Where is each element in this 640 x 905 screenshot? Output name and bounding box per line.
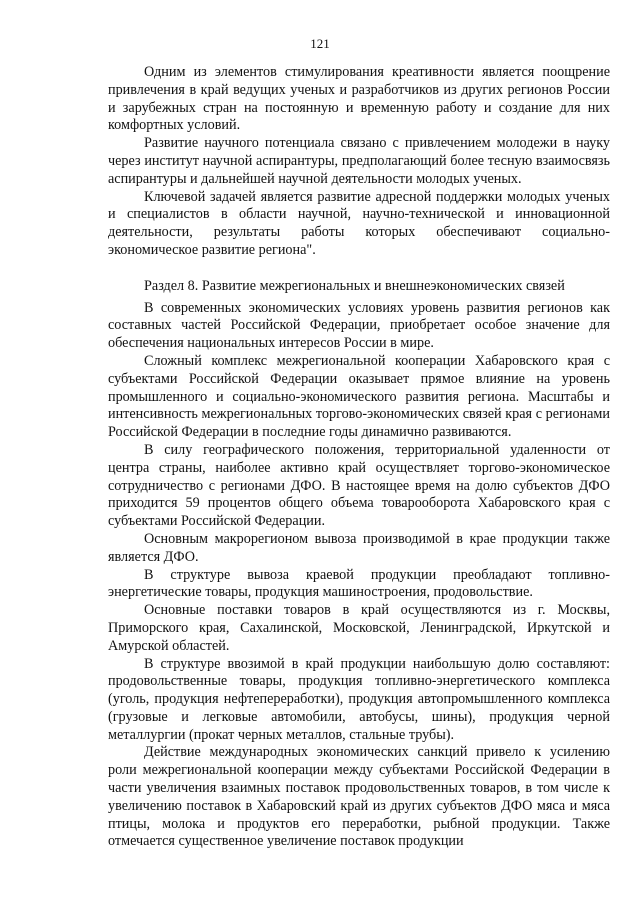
paragraph: В структуре вывоза краевой продукции преобладают топливно-энергетические товары, продукция машиностроения, продовольствие.	[108, 566, 610, 601]
paragraph: Основные поставки товаров в край осуществляются из г. Москвы, Приморского края, Сахалинской, Московской, Ленинградской, Иркутской и Амурской областей.	[108, 602, 610, 654]
section-heading: Раздел 8. Развитие межрегиональных и внешнеэкономических связей	[144, 277, 565, 294]
paragraph: Сложный комплекс межрегиональной кооперации Хабаровского края с субъектами Российской Федерации оказывает прямое влияние на уровень промышленного и социально-экономического развития региона. Масштабы и интенсивность межрегиональных торгово-экономических связей края с регионами Российской Федерации в последние годы динамично развиваются.	[108, 352, 610, 441]
paragraph: Действие международных экономических санкций привело к усилению роли межрегиональной кооперации между субъектами Российской Федерации в части увеличения взаимных поставок продовольственных товаров, в том числе к увеличению поставок в Хабаровский край из других субъектов ДФО мяса и мяса птицы, молока и продуктов его переработки, рыбной продукции. Также отмечается существенное увеличение поставок продукции	[108, 744, 610, 850]
paragraph: Основным макрорегионом вывоза производимой в крае продукции также является ДФО.	[108, 530, 610, 565]
paragraph: В современных экономических условиях уровень развития регионов как составных частей Российской Федерации, приобретает особое значение для обеспечения национальных интересов России в мире.	[108, 299, 610, 352]
paragraph: В структуре ввозимой в край продукции наибольшую долю составляют: продовольственные товары, продукция топливно-энергетического комплекса (уголь, продукция нефтепереработки), продукция автопромышленного комплекса (грузовые и легковые автомобили, автобусы, шины), продукция черной металлургии (прокат черных металлов, стальные трубы).	[108, 655, 610, 743]
paragraph: Одним из элементов стимулирования креативности является поощрение привлечения в край ведущих ученых и разработчиков из других регионов России и зарубежных стран на постоянную и временную работу и создание для них комфортных условий.	[108, 64, 610, 134]
paragraph: В силу географического положения, территориальной удаленности от центра страны, наиболее активно край осуществляет торгово-экономическое сотрудничество с регионами ДФО. В настоящее время на долю субъектов ДФО приходится 59 процентов общего объема товарооборота Хабаровского края с субъектами Российской Федерации.	[108, 441, 610, 530]
paragraph: Развитие научного потенциала связано с привлечением молодежи в науку через институт научной аспирантуры, предполагающий более тесную взаимосвязь аспирантуры и дальнейшей научной деятельности молодых ученых.	[108, 135, 610, 187]
document-body	[108, 64, 610, 851]
page-number: 121	[310, 36, 330, 51]
paragraph: Ключевой задачей является развитие адресной поддержки молодых ученых и специалистов в области научной, научно-технической и инновационной деятельности, результаты работы которых обеспечивают социально-экономическое развитие региона".	[108, 188, 610, 258]
